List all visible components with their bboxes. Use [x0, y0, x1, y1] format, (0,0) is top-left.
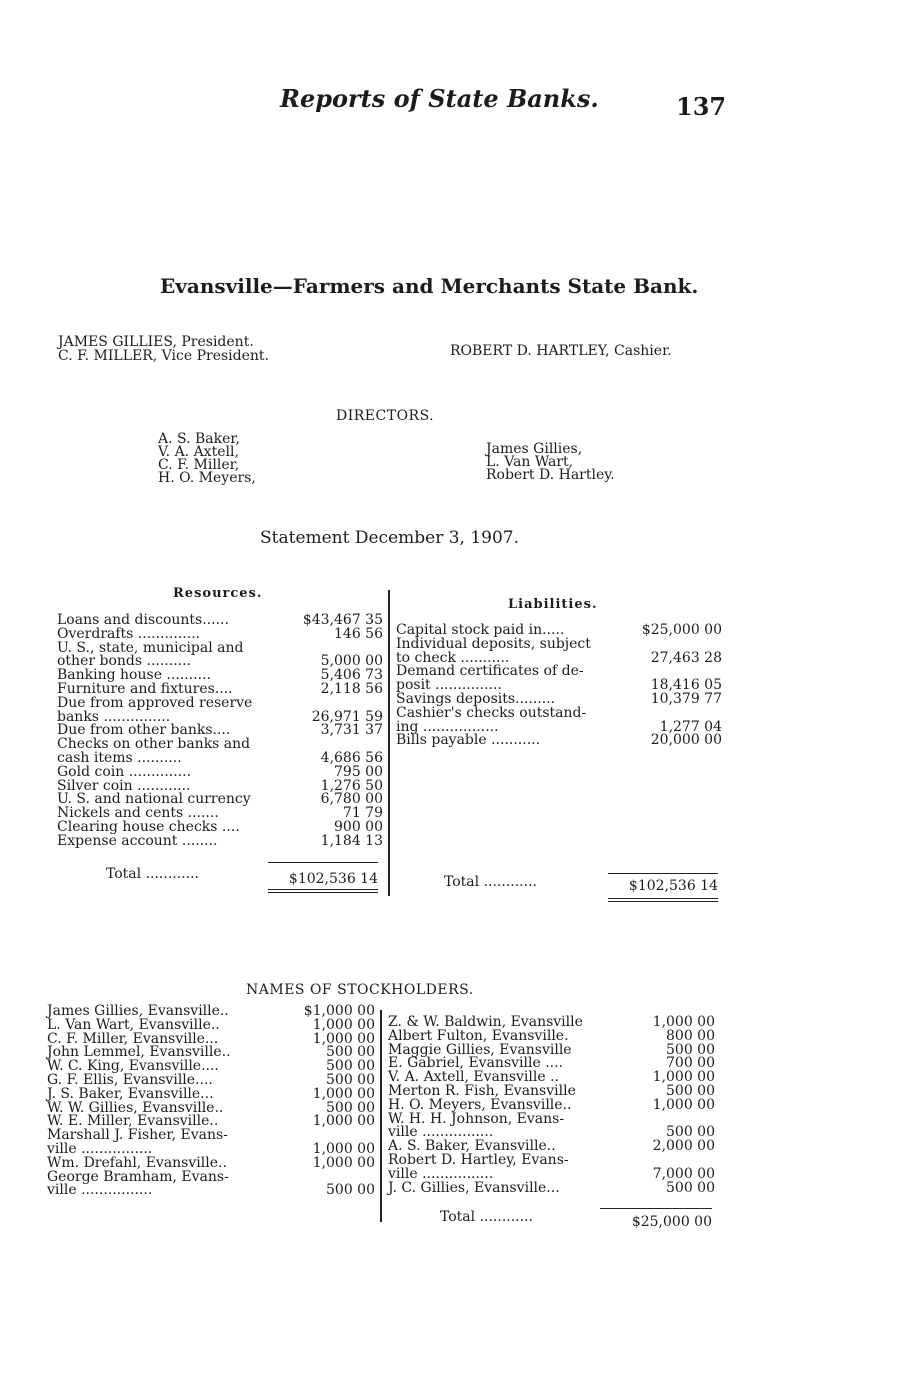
- liability-row-amount: 10,379 77: [650, 690, 722, 707]
- stockholder-row-amount: 1,000 00: [652, 1069, 715, 1086]
- stockholders-total-rule: [600, 1208, 712, 1209]
- directors-heading: DIRECTORS.: [336, 408, 435, 424]
- resource-row-label: Furniture and fixtures....: [57, 680, 233, 697]
- resource-row-amount: 2,118 56: [320, 680, 383, 697]
- resource-row-label: Expense account ........: [57, 832, 218, 849]
- stockholder-row-amount: 7,000 00: [652, 1165, 715, 1182]
- resource-row-amount: 3,731 37: [320, 722, 383, 739]
- stockholder-row-label: Wm. Drefahl, Evansville..: [47, 1154, 227, 1171]
- stockholder-row-label: H. O. Meyers, Evansville..: [388, 1096, 572, 1113]
- resources-total-double-rule: [268, 889, 378, 893]
- stockholder-row-label: Robert D. Hartley, Evans-: [388, 1151, 569, 1168]
- stockholder-row-label: A. S. Baker, Evansville..: [388, 1138, 556, 1155]
- stockholder-row-label: C. F. Miller, Evansville...: [47, 1030, 219, 1047]
- liability-row-label: ing .................: [396, 718, 499, 735]
- stockholder-row-label: L. Van Wart, Evansville..: [47, 1016, 220, 1033]
- resource-row-amount: 6,780 00: [320, 791, 383, 808]
- stockholders-total-label: Total ............: [440, 1209, 533, 1225]
- stockholder-row-label: ville ................: [388, 1165, 494, 1182]
- stockholder-row-label: James Gillies, Evansville..: [47, 1003, 229, 1019]
- director-name: H. O. Meyers,: [158, 470, 256, 486]
- director-name: Robert D. Hartley.: [486, 467, 615, 483]
- resources-total-label: Total ............: [106, 866, 199, 882]
- stockholders-left-list: [47, 1005, 375, 1198]
- stockholders-total-amount: $25,000 00: [631, 1214, 712, 1230]
- resource-row-label: Banking house ..........: [57, 667, 211, 684]
- cashier-line: ROBERT D. HARTLEY, Cashier.: [450, 343, 672, 359]
- resource-row-label: cash items ..........: [57, 749, 182, 766]
- resources-total-rule: [268, 862, 378, 863]
- resource-row-label: Checks on other banks and: [57, 736, 251, 753]
- president-line: JAMES GILLIES, President.: [58, 334, 254, 350]
- stockholder-row-amount: 1,000 00: [312, 1016, 375, 1033]
- director-name: James Gillies,: [486, 441, 583, 457]
- statement-title: Statement December 3, 1907.: [260, 528, 520, 548]
- resource-row-amount: 5,000 00: [320, 653, 383, 670]
- stockholder-row-label: W. H. H. Johnson, Evans-: [388, 1110, 565, 1127]
- liability-row-label: Capital stock paid in.....: [396, 622, 565, 638]
- resource-row-amount: $43,467 35: [302, 612, 383, 628]
- stockholders-right-list: [388, 1016, 715, 1195]
- resource-row-label: Overdrafts ..............: [57, 625, 201, 642]
- director-name: L. Van Wart,: [486, 454, 574, 470]
- stockholder-row-amount: 1,000 00: [312, 1140, 375, 1157]
- stockholder-row-label: W. W. Gillies, Evansville..: [47, 1099, 224, 1116]
- liability-row-label: Demand certificates of de-: [396, 663, 584, 680]
- resource-row-amount: 71 79: [342, 805, 383, 822]
- stockholder-row-amount: 500 00: [326, 1182, 375, 1199]
- stockholder-row-label: V. A. Axtell, Evansville ..: [388, 1069, 560, 1086]
- liability-row-amount: 18,416 05: [650, 677, 722, 694]
- liabilities-total-amount: $102,536 14: [628, 878, 718, 894]
- liability-row-label: to check ...........: [396, 649, 510, 666]
- stockholder-row-label: W. E. Miller, Evansville..: [47, 1113, 219, 1130]
- statement-column-divider: [388, 590, 390, 896]
- stockholder-row-label: Maggie Gillies, Evansville: [388, 1041, 572, 1058]
- director-name: A. S. Baker,: [158, 431, 241, 447]
- stockholder-row-amount: 1,000 00: [312, 1113, 375, 1130]
- stockholder-row-amount: 500 00: [666, 1082, 715, 1099]
- stockholders-heading: NAMES OF STOCKHOLDERS.: [246, 982, 474, 998]
- liabilities-heading: Liabilities.: [508, 597, 598, 612]
- stockholder-row-amount: 2,000 00: [652, 1138, 715, 1155]
- resource-row-label: U. S., state, municipal and: [57, 639, 244, 656]
- liability-row-amount: 27,463 28: [650, 649, 722, 666]
- directors-left-list: [158, 433, 256, 485]
- director-name: C. F. Miller,: [158, 457, 240, 473]
- stockholder-row-label: Merton R. Fish, Evansville: [388, 1082, 576, 1099]
- liability-row-label: Savings deposits.........: [396, 690, 556, 707]
- bank-title: Evansville—Farmers and Merchants State Bank.: [160, 274, 699, 298]
- liability-row-label: Cashier's checks outstand-: [396, 704, 587, 721]
- resources-total-amount: $102,536 14: [288, 871, 378, 887]
- director-name: V. A. Axtell,: [158, 444, 239, 460]
- liability-row-label: posit ...............: [396, 677, 502, 694]
- resources-table: [57, 614, 383, 849]
- stockholder-row-amount: 1,000 00: [312, 1154, 375, 1171]
- resource-row-amount: 4,686 56: [320, 749, 383, 766]
- stockholder-row-label: Marshall J. Fisher, Evans-: [47, 1127, 228, 1144]
- liabilities-table: [396, 624, 722, 748]
- liability-row-label: Bills payable ...........: [396, 732, 541, 749]
- stockholder-row-label: W. C. King, Evansville....: [47, 1058, 219, 1075]
- stockholder-row-label: John Lemmel, Evansville..: [47, 1044, 231, 1061]
- stockholder-row-amount: $1,000 00: [303, 1003, 375, 1019]
- resource-row-amount: 5,406 73: [320, 667, 383, 684]
- vice-president-line: C. F. MILLER, Vice President.: [58, 348, 269, 364]
- page-number: 137: [676, 92, 727, 121]
- resource-row-label: banks ...............: [57, 708, 171, 725]
- resource-row-amount: 900 00: [334, 818, 383, 835]
- stockholder-row-amount: 1,000 00: [312, 1085, 375, 1102]
- resource-row-label: other bonds ..........: [57, 653, 192, 670]
- resource-row-label: Gold coin ..............: [57, 763, 192, 780]
- stockholder-row-amount: 500 00: [326, 1099, 375, 1116]
- stockholder-row-label: ville ................: [47, 1140, 153, 1157]
- resource-row-amount: 146 56: [334, 625, 383, 642]
- liability-row-label: Individual deposits, subject: [396, 635, 591, 652]
- liability-row: [396, 734, 722, 748]
- stockholder-row-label: ville ................: [388, 1124, 494, 1141]
- resource-row-label: Due from approved reserve: [57, 694, 253, 711]
- resource-row-label: Silver coin ............: [57, 777, 191, 794]
- stockholder-row-label: E. Gabriel, Evansville ....: [388, 1055, 563, 1072]
- stockholder-row-amount: 1,000 00: [312, 1030, 375, 1047]
- resource-row-label: Loans and discounts......: [57, 612, 229, 628]
- liability-row-amount: $25,000 00: [641, 622, 722, 638]
- resource-row-label: U. S. and national currency: [57, 791, 251, 808]
- stockholder-row-amount: 500 00: [326, 1058, 375, 1075]
- stockholder-row-label: G. F. Ellis, Evansville....: [47, 1071, 213, 1088]
- liabilities-total-label: Total ............: [444, 874, 537, 890]
- stockholder-row-amount: 800 00: [666, 1027, 715, 1044]
- resource-row-label: Clearing house checks ....: [57, 818, 240, 835]
- liabilities-total-double-rule: [608, 898, 718, 902]
- resource-row-label: Due from other banks....: [57, 722, 231, 739]
- running-title: Reports of State Banks.: [280, 84, 599, 113]
- resources-heading: Resources.: [173, 586, 263, 601]
- stockholder-row-label: George Bramham, Evans-: [47, 1168, 229, 1185]
- directors-right-list: [486, 443, 615, 482]
- resource-row-amount: 1,276 50: [320, 777, 383, 794]
- stockholder-row-label: ville ................: [47, 1182, 153, 1199]
- stockholder-row-amount: 1,000 00: [652, 1014, 715, 1030]
- stockholder-row-amount: 500 00: [666, 1124, 715, 1141]
- stockholder-row-amount: 500 00: [326, 1044, 375, 1061]
- stockholder-row-amount: 500 00: [666, 1179, 715, 1196]
- liability-row-amount: 20,000 00: [650, 732, 722, 749]
- stockholders-column-divider: [380, 1010, 382, 1222]
- stockholder-row-label: J. S. Baker, Evansville...: [47, 1085, 214, 1102]
- stockholder-row-amount: 1,000 00: [652, 1096, 715, 1113]
- stockholder-row-amount: 700 00: [666, 1055, 715, 1072]
- stockholder-row-label: J. C. Gillies, Evansville...: [388, 1179, 560, 1196]
- resource-row: [57, 832, 383, 849]
- liability-row-amount: 1,277 04: [659, 718, 722, 735]
- stockholder-row-label: Albert Fulton, Evansville.: [388, 1027, 569, 1044]
- resource-row-amount: 1,184 13: [320, 832, 383, 849]
- stockholder-row-amount: 500 00: [666, 1041, 715, 1058]
- stockholder-row-label: Z. & W. Baldwin, Evansville: [388, 1014, 583, 1030]
- resource-row-amount: 26,971 59: [311, 708, 383, 725]
- resource-row-label: Nickels and cents .......: [57, 805, 219, 822]
- liabilities-total-rule: [608, 873, 718, 874]
- stockholder-row: [388, 1179, 715, 1196]
- stockholder-row: [47, 1184, 375, 1198]
- resource-row-amount: 795 00: [334, 763, 383, 780]
- stockholder-row-amount: 500 00: [326, 1071, 375, 1088]
